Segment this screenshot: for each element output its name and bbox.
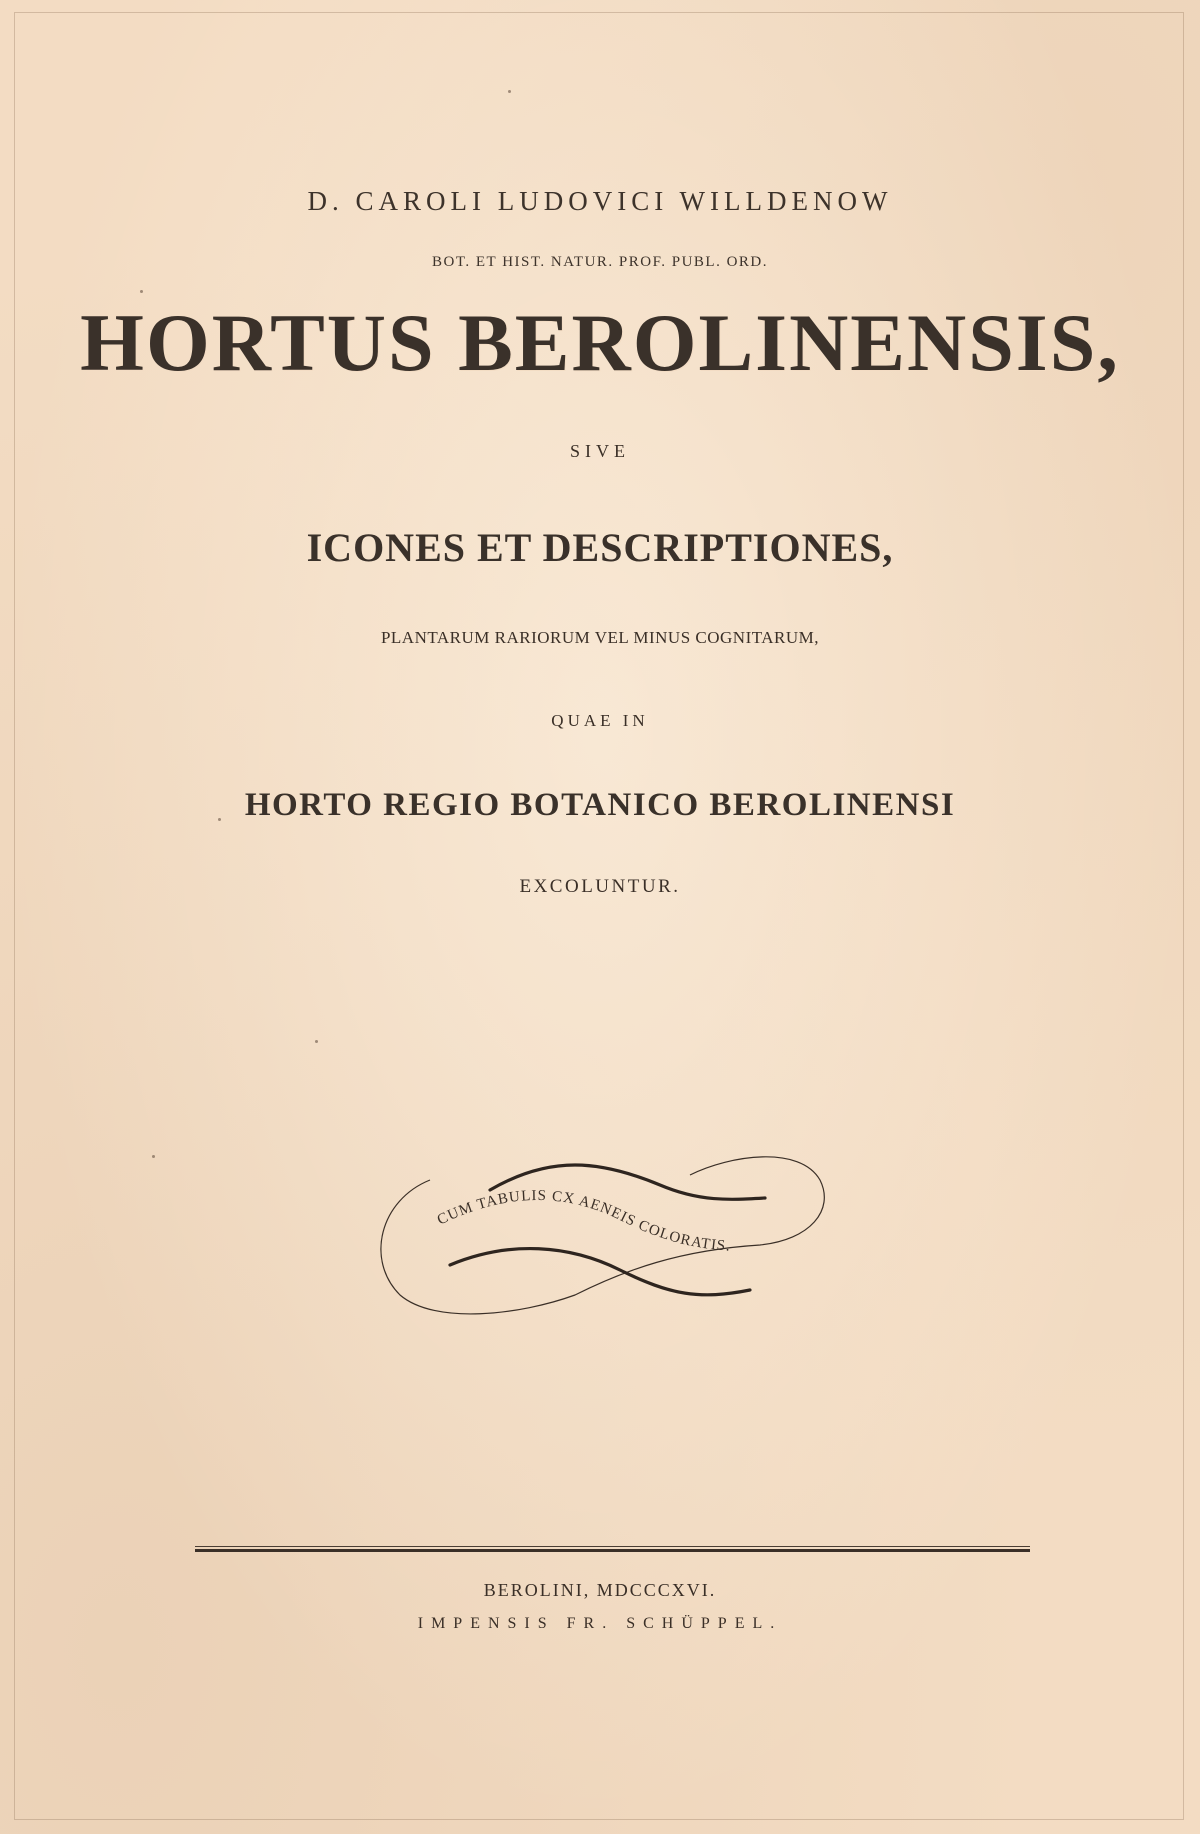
ribbon-lower-swash (450, 1249, 750, 1295)
imprint-publisher: IMPENSIS FR. SCHÜPPEL. (417, 1615, 783, 1632)
excoluntur-line: EXCOLUNTUR. (519, 876, 681, 897)
horto-line: HORTO REGIO BOTANICO BEROLINENSI (244, 787, 956, 823)
imprint-place-date: BEROLINI, MDCCCXVI. (483, 1580, 717, 1600)
paper-fleck (152, 1155, 155, 1158)
paper-fleck (140, 290, 143, 293)
plantarum-line: PLANTARUM RARIORUM VEL MINUS COGNITARUM, (380, 628, 820, 647)
quae-in-line: QUAE IN (551, 711, 649, 730)
paper-fleck (315, 1040, 318, 1043)
main-title: HORTUS BEROLINENSIS, (80, 297, 1120, 388)
ribbon-outline (381, 1157, 824, 1314)
paper-fleck (218, 818, 221, 821)
author-title: BOT. ET HIST. NATUR. PROF. PUBL. ORD. (432, 254, 768, 270)
sive-connector: SIVE (570, 441, 630, 461)
author-name: D. CAROLI LUDOVICI WILLDENOW (307, 186, 893, 216)
imprint-rule-thick (195, 1549, 1030, 1552)
subtitle: ICONES ET DESCRIPTIONES, (306, 525, 894, 570)
ribbon-text: CUM TABULIS CX AENEIS COLORATIS. (434, 1187, 732, 1255)
paper-fleck (508, 90, 511, 93)
imprint-rule-thin (195, 1546, 1030, 1547)
ribbon-ornament (370, 1150, 850, 1320)
